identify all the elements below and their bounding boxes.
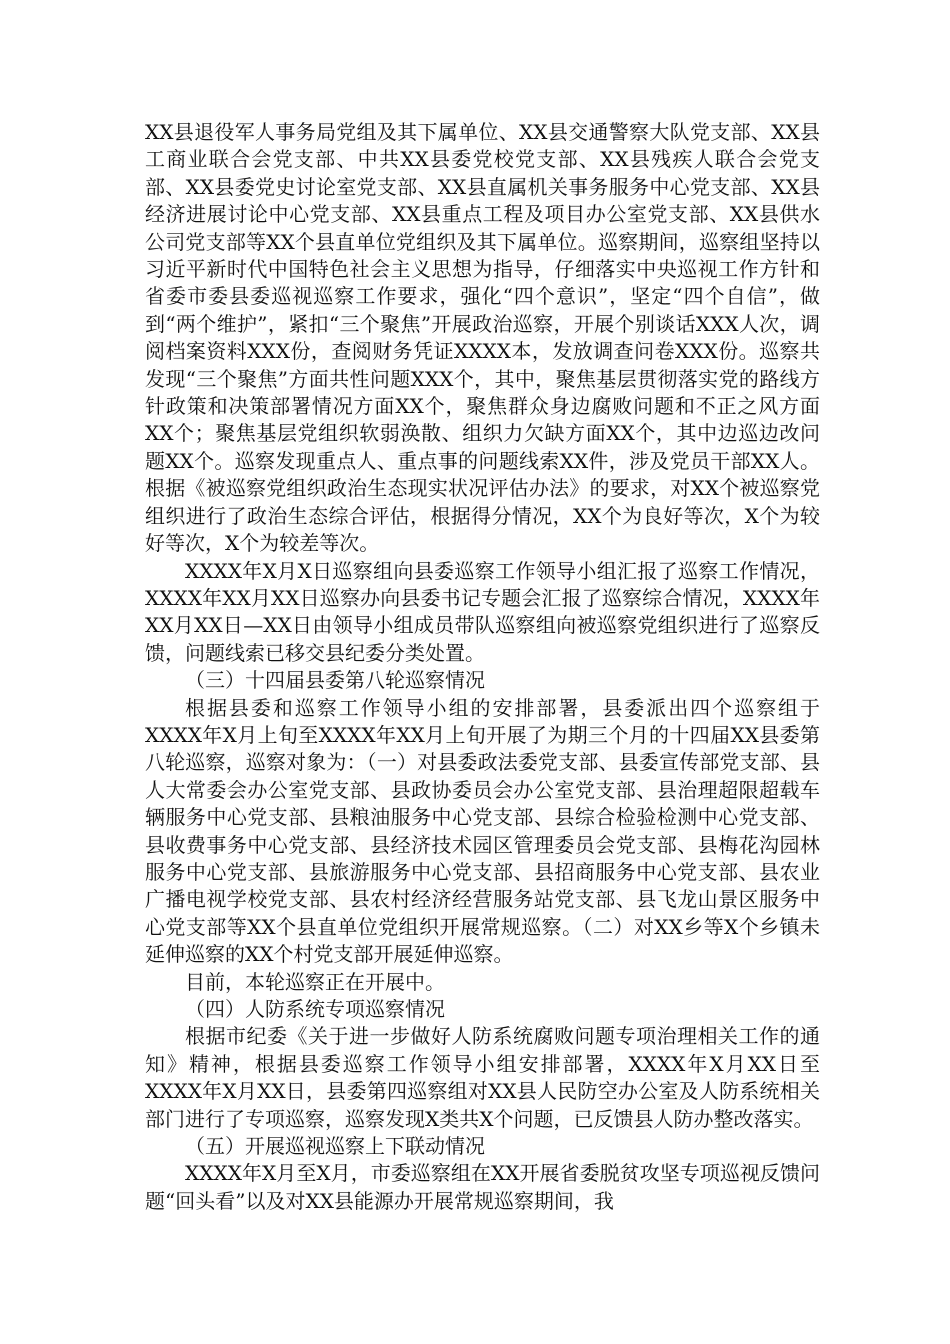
body-paragraph-7: XXXX年X月至X月，市委巡察组在XX开展省委脱贫攻坚专项巡视反馈问题“回头看”以及对XX县能源办开展常规巡察期间，我 bbox=[145, 1161, 820, 1213]
body-paragraph-1: XX县退役军人事务局党组及其下属单位、XX县交通警察大队党支部、XX县工商业联合会党支部、中共XX县委党校党支部、XX县残疾人联合会党支部、XX县委党史讨论室党支部、XX县直属机关事务服务中心党支部、XX县经济进展讨论中心党支部、XX县重点工程及项目办公室党支部、XX县供水公司党支部等XX个县直单位党组织及其下属单位。巡察期间，巡察组坚持以习近平新时代中国特色社会主义思想为指导，仔细落实中央巡视工作方针和省委市委县委巡视巡察工作要求，强化“四个意识”，坚定“四个自信”，做到“两个维护”，紧扣“三个聚焦”开展政治巡察，开展个别谈话XXX人次，调阅档案资料XXX份，查阅财务凭证XXXX本，发放调查问卷XXX份。巡察共发现“三个聚焦”方面共性问题XXX个，其中，聚焦基层贯彻落实党的路线方针政策和决策部署情况方面XX个，聚焦群众身边腐败问题和不正之风方面XX个；聚焦基层党组织软弱涣散、组织力欠缺方面XX个，其中边巡边改问题XX个。巡察发现重点人、重点事的问题线索XX件，涉及党员干部XX人。根据《被巡察党组织政治生态现实状况评估办法》的要求，对XX个被巡察党组织进行了政治生态综合评估，根据得分情况，XX个为良好等次，X个为较好等次，X个为较差等次。 bbox=[145, 120, 820, 556]
body-paragraph-2: XXXX年X月X日巡察组向县委巡察工作领导小组汇报了巡察工作情况，XXXX年XX月XX日巡察办向县委书记专题会汇报了巡察综合情况，XXXX年XX月XX日—XX日由领导小组成员带队巡察组向被巡察党组织进行了巡察反馈，问题线索已移交县纪委分类处置。 bbox=[145, 558, 820, 665]
section-heading-5: （五）开展巡视巡察上下联动情况 bbox=[185, 1134, 485, 1159]
section-heading-3: （三）十四届县委第八轮巡察情况 bbox=[185, 668, 485, 693]
body-paragraph-4: 根据县委和巡察工作领导小组的安排部署，县委派出四个巡察组于XXXX年X月上旬至XXXX年XX月上旬开展了为期三个月的十四届XX县委第八轮巡察，巡察对象为：（一）对县委政法委党支部、县委宣传部党支部、县人大常委会办公室党支部、县政协委员会办公室党支部、县治理超限超载车辆服务中心党支部、县粮油服务中心党支部、县综合检验检测中心党支部、县收费事务中心党支部、县经济技术园区管理委员会党支部、县梅花沟园林服务中心党支部、县旅游服务中心党支部、县招商服务中心党支部、县农业广播电视学校党支部、县农村经济经营服务站党支部、县飞龙山景区服务中心党支部等XX个县直单位党组织开展常规巡察。（二）对XX乡等X个乡镇未延伸巡察的XX个村党支部开展延伸巡察。 bbox=[145, 695, 820, 967]
body-paragraph-6: 根据市纪委《关于进一步做好人防系统腐败问题专项治理相关工作的通知》精神，根据县委巡察工作领导小组安排部署，XXXX年X月XX日至XXXX年X月XX日，县委第四巡察组对XX县人民防空办公室及人防系统相关部门进行了专项巡察，巡察发现X类共X个问题，已反馈县人防办整改落实。 bbox=[145, 1024, 820, 1131]
body-paragraph-5: 目前，本轮巡察正在开展中。 bbox=[185, 969, 445, 994]
section-heading-4: （四）人防系统专项巡察情况 bbox=[185, 997, 445, 1021]
document-page bbox=[145, 119, 820, 1215]
